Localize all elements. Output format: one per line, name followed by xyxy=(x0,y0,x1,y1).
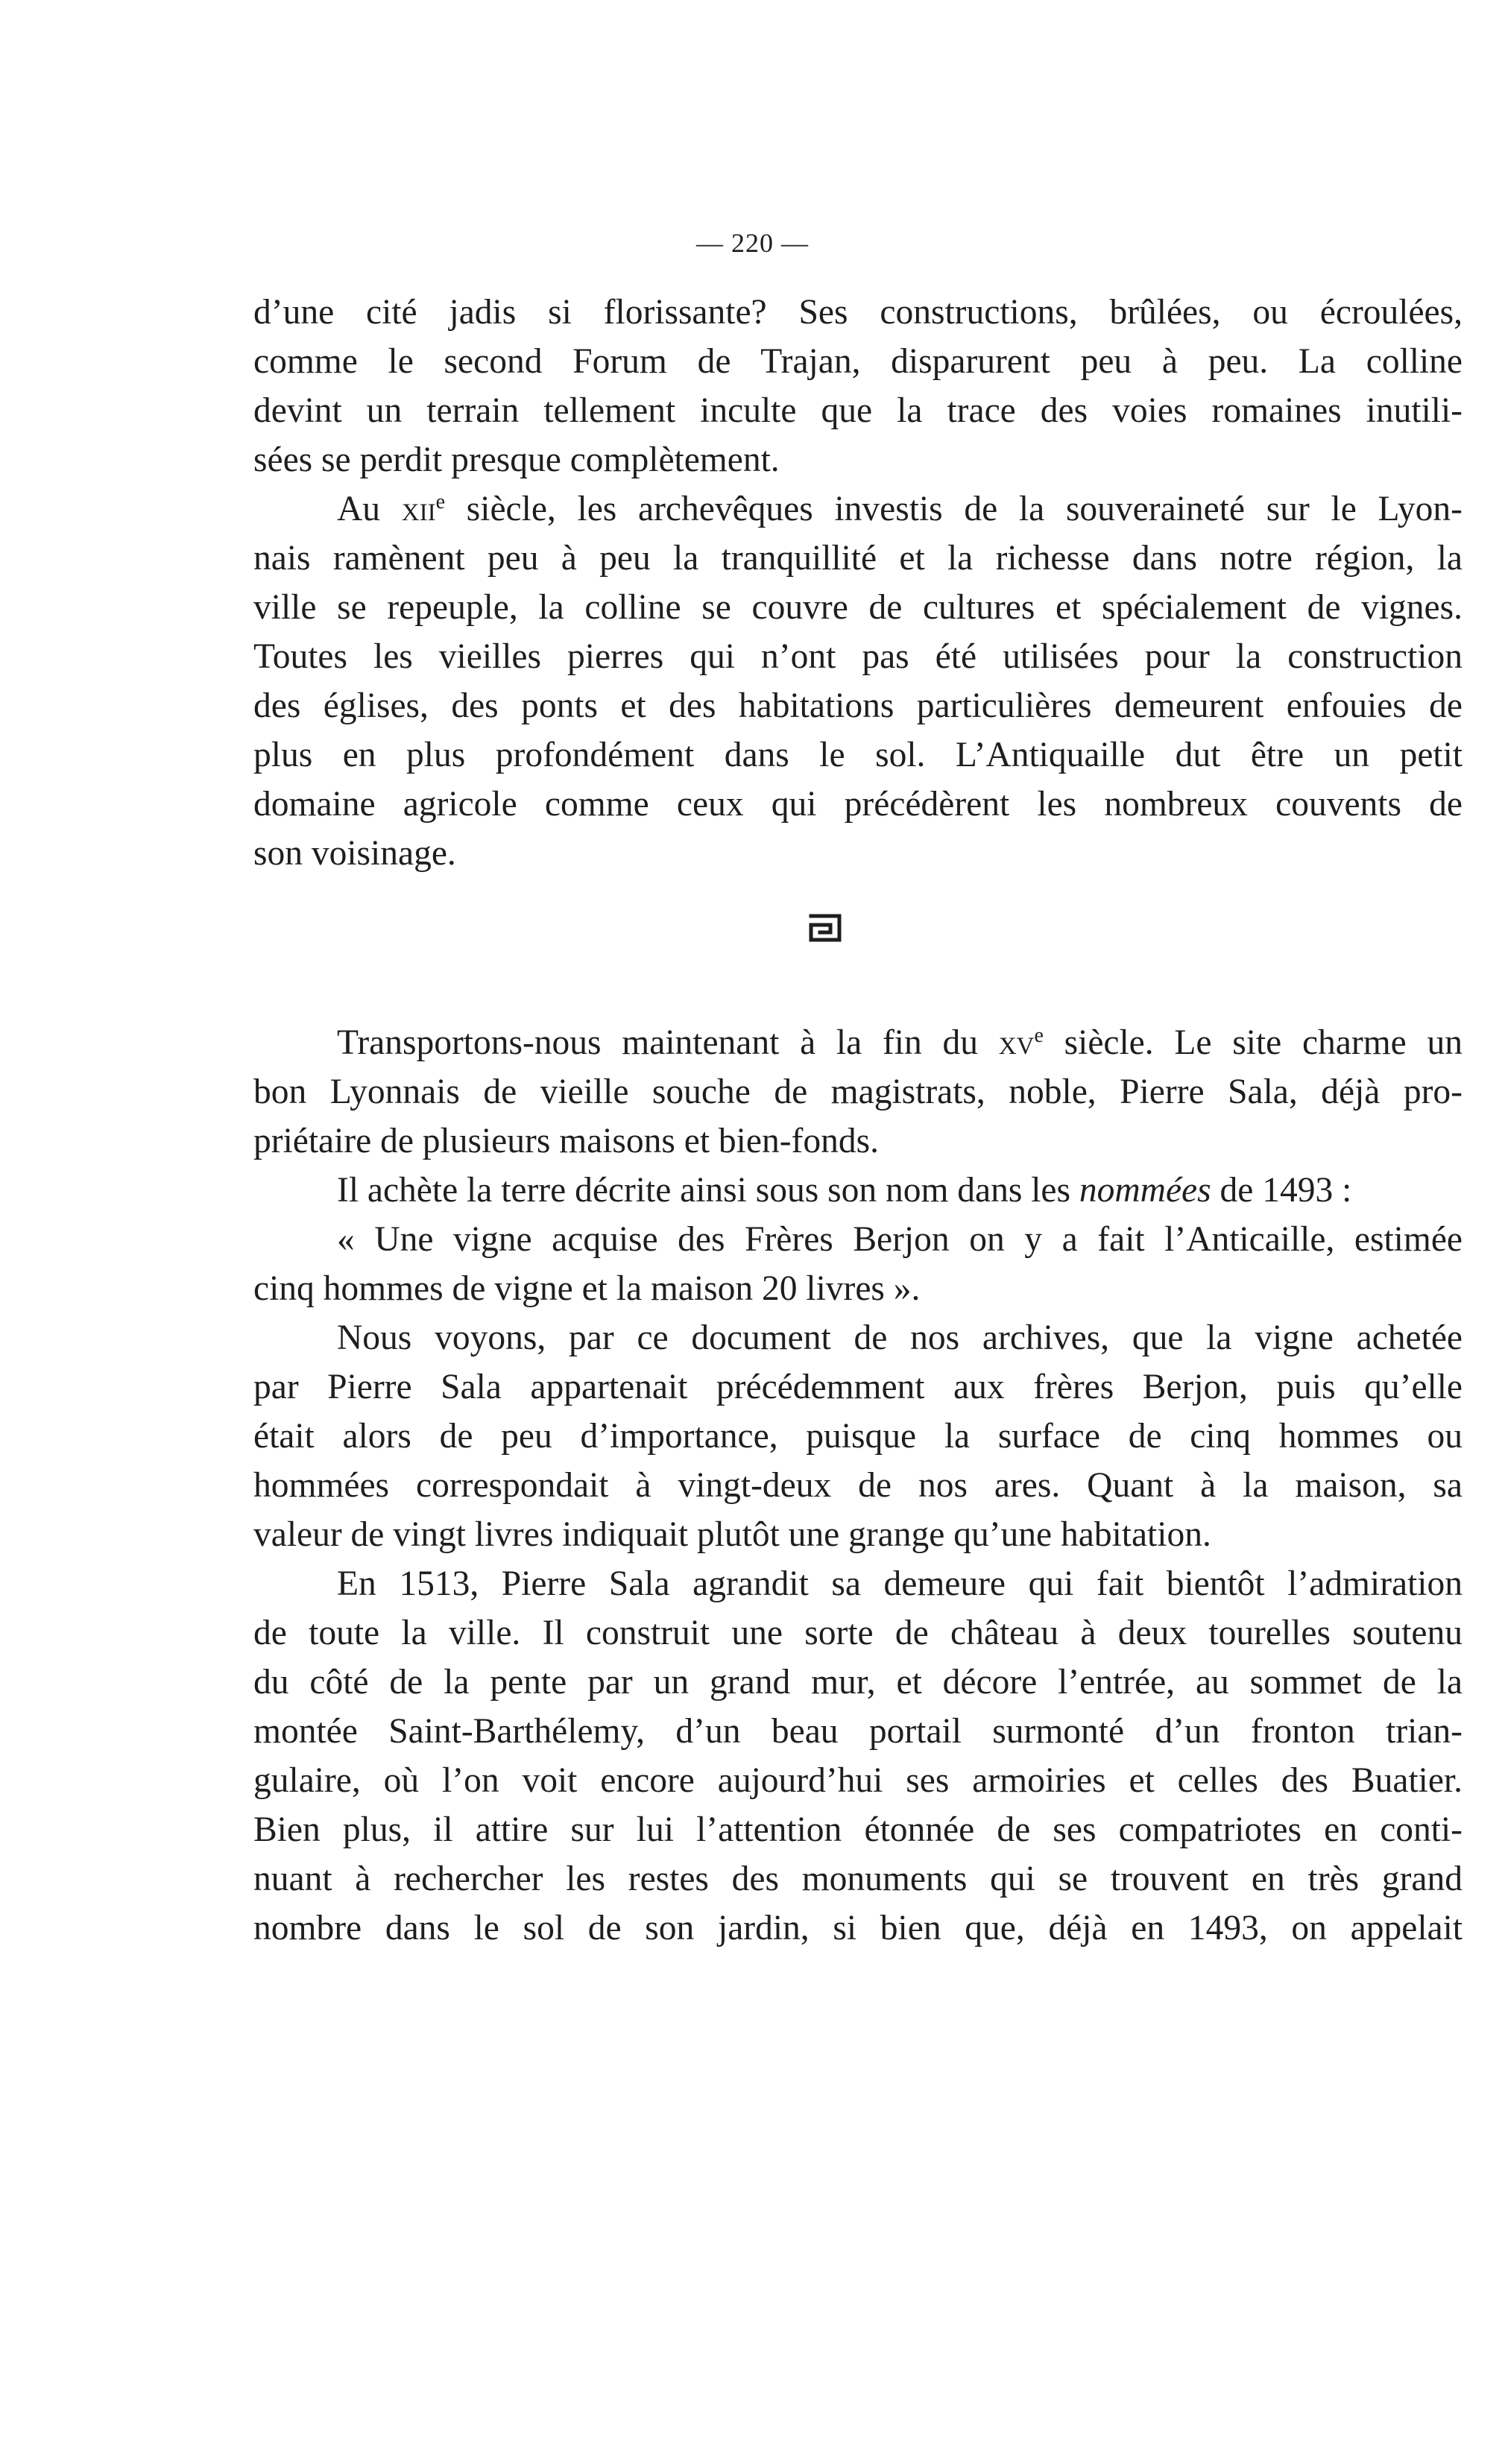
century-numeral: xv xyxy=(998,1023,1035,1062)
paragraph-6 xyxy=(253,1313,1463,1559)
paragraph-1 xyxy=(253,288,1463,484)
text-line: comme le second Forum de Trajan, disparurent peu à peu. La colline xyxy=(253,342,1463,381)
text-fragment: de 1493 : xyxy=(1211,1171,1352,1210)
text-line: nais ramènent peu à peu la tranquillité et la richesse dans notre région, la xyxy=(253,539,1463,578)
paragraph-3 xyxy=(253,1018,1463,1166)
text-line: Nous voyons, par ce document de nos archives, que la vigne achetée xyxy=(337,1318,1463,1357)
text-line: priétaire de plusieurs maisons et bien-fonds. xyxy=(253,1122,879,1160)
paragraph-7 xyxy=(253,1559,1463,1953)
text-line: valeur de vingt livres indiquait plutôt une grange qu’une habitation. xyxy=(253,1515,1211,1554)
text-line xyxy=(253,484,1463,534)
text-fragment: Transportons-nous maintenant à la fin du xyxy=(337,1023,999,1062)
text-line: montée Saint-Barthélemy, d’un beau portail surmonté d’un fronton trian- xyxy=(253,1712,1463,1751)
text-line: gulaire, où l’on voit encore aujourd’hui ses armoiries et celles des Buatier. xyxy=(253,1761,1463,1800)
century-numeral: xii xyxy=(401,490,436,528)
text-line xyxy=(253,1018,1463,1067)
text-line: « Une vigne acquise des Frères Berjon on y a fait l’Anticaille, estimée xyxy=(337,1220,1463,1259)
text-line xyxy=(253,1166,1463,1215)
text-line: cinq hommes de vigne et la maison 20 livres ». xyxy=(253,1269,921,1308)
text-line: du côté de la pente par un grand mur, et décore l’entrée, au sommet de la xyxy=(253,1663,1463,1702)
text-line: ville se repeuple, la colline se couvre de cultures et spécialement de vignes. xyxy=(253,588,1463,627)
text-line: plus en plus profondément dans le sol. L’Antiquaille dut être un petit xyxy=(253,736,1463,774)
text-line: Bien plus, il attire sur lui l’attention étonnée de ses compatriotes en conti- xyxy=(253,1810,1463,1849)
paragraph-5 xyxy=(253,1215,1463,1313)
text-line: sées se perdit presque complètement. xyxy=(253,440,780,479)
text-line: de toute la ville. Il construit une sorte de château à deux tourelles soutenu xyxy=(253,1614,1463,1652)
paragraph-2 xyxy=(253,484,1463,878)
fret-ornament-icon xyxy=(808,913,842,943)
page-number: — 220 — xyxy=(696,228,809,258)
text-fragment: Au xyxy=(337,490,402,528)
text-line: nombre dans le sol de son jardin, si bien que, déjà en 1493, on appelait xyxy=(253,1909,1463,1947)
text-line: nuant à rechercher les restes des monuments qui se trouvent en très grand xyxy=(253,1860,1463,1898)
text-fragment: siècle. Le site charme un xyxy=(1043,1023,1463,1062)
body-text-section-1 xyxy=(253,288,1463,878)
text-fragment: siècle, les archevêques investis de la souveraineté sur le Lyon- xyxy=(445,490,1463,528)
text-line: Toutes les vieilles pierres qui n’ont pas été utilisées pour la construction xyxy=(253,637,1463,676)
italic-term: nommées xyxy=(1079,1171,1211,1210)
text-fragment: Il achète la terre décrite ainsi sous son nom dans les xyxy=(337,1171,1079,1210)
text-line: par Pierre Sala appartenait précédemment aux frères Berjon, puis qu’elle xyxy=(253,1368,1463,1406)
text-line: d’une cité jadis si florissante? Ses constructions, brûlées, ou écroulées, xyxy=(253,293,1463,332)
text-line: En 1513, Pierre Sala agrandit sa demeure qui fait bientôt l’admiration xyxy=(337,1564,1463,1603)
text-line: bon Lyonnais de vieille souche de magistrats, noble, Pierre Sala, déjà pro- xyxy=(253,1073,1463,1111)
text-line: domaine agricole comme ceux qui précédèrent les nombreux couvents de xyxy=(253,785,1463,824)
text-line: était alors de peu d’importance, puisque la surface de cinq hommes ou xyxy=(253,1417,1463,1456)
text-line: son voisinage. xyxy=(253,834,456,873)
text-line: devint un terrain tellement inculte que la trace des voies romaines inutili- xyxy=(253,391,1463,430)
body-text-section-2 xyxy=(253,1018,1463,1953)
superscript: e xyxy=(435,490,446,514)
superscript: e xyxy=(1034,1024,1044,1047)
text-line: des églises, des ponts et des habitations particulières demeurent enfouies de xyxy=(253,686,1463,725)
paragraph-4 xyxy=(253,1166,1463,1215)
text-line: hommées correspondait à vingt-deux de nos ares. Quant à la maison, sa xyxy=(253,1466,1463,1505)
